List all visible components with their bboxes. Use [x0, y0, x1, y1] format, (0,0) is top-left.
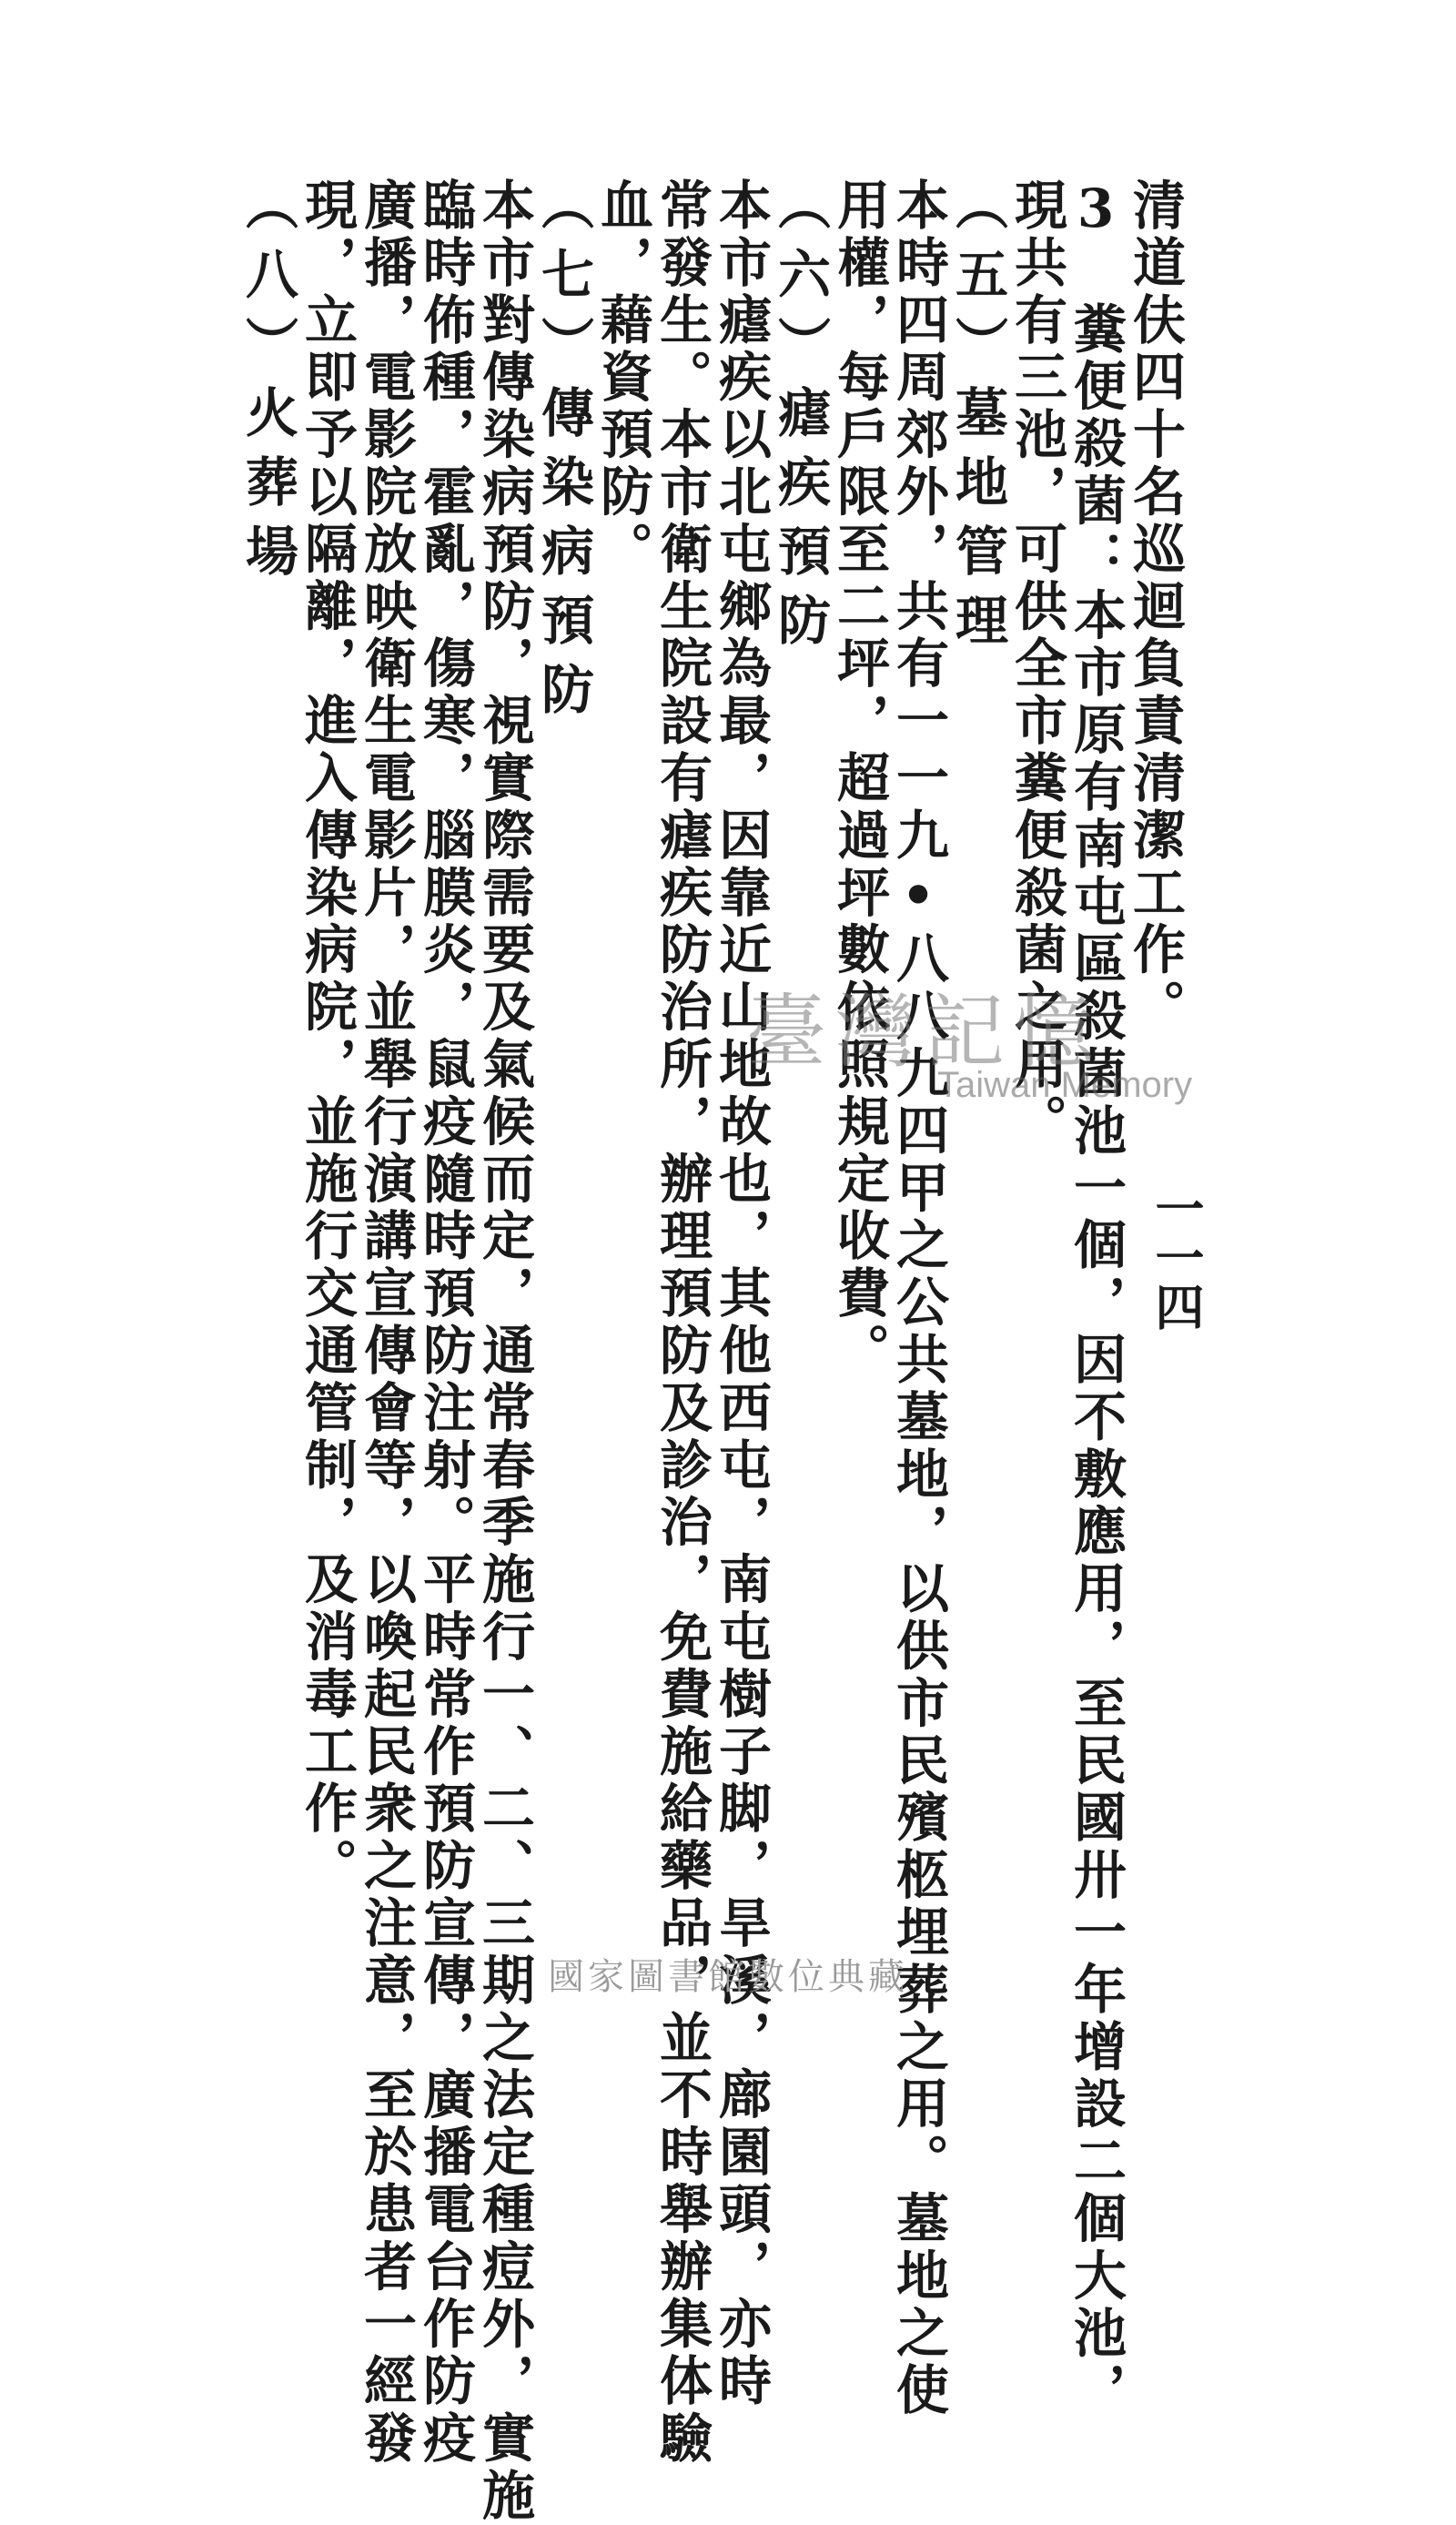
footer-caption: 國家圖書館數位典藏 [548, 1956, 908, 1998]
text-column-8: 本市瘧疾以北屯鄉為最，因靠近山地故也，其他西屯，南屯樹子脚，旱溪，廍園頭，亦時 [710, 177, 772, 2411]
text-column-10: 血，藉資預防。 [592, 177, 653, 579]
watermark [746, 985, 1193, 1106]
section-heading-5: （五）墓地管理 [946, 177, 1008, 662]
section-heading-8: （八）火葬場 [237, 177, 298, 593]
text-column-15: 現，立即予以隔離，進入傳染病院，並施行交通管制，及消毒工作。 [296, 177, 358, 1895]
text-column-1: 清道伕四十名巡迴負責清潔工作。 [1124, 177, 1186, 1037]
watermark-logo: 臺灣記憶 [746, 985, 1104, 1079]
text-column-6: 用權，每戶限至二坪，超過坪數依照規定收費。 [828, 177, 890, 1380]
text-column-12: 本市對傳染病預防，視實際需要及氣候而定，通常春季施行一、二、三期之法定種痘外，實施 [473, 177, 535, 2525]
section-heading-6: （六）瘧疾預防 [769, 177, 831, 662]
text-column-9: 常發生。本市衛生院設有瘧疾防治所，辦理預防及診治，免費施給藥品，並不時舉辦集体驗 [651, 177, 713, 2468]
text-column-3: 現共有三池，可供全市糞便殺菌之用。 [1006, 177, 1067, 1151]
text-column-13: 臨時佈種，霍亂，傷寒，腦膜炎，鼠疫隨時預防注射。平時常作預防宣傳，廣播電台作防疫 [414, 177, 476, 2468]
page-number: 一一四 [1148, 1183, 1206, 1331]
text-column-2: 3 糞便殺菌：本市原有南屯區殺菌池一個，因不敷應用，至民國卅一年增設二個大池， [1065, 177, 1127, 2420]
text-column-5: 本時四周郊外，共有一一九•八八九四甲之公共墓地，以供市民殯柩埋葬之用。墓地之使 [887, 177, 949, 2420]
section-heading-7: （七）傳染病預防 [532, 177, 594, 731]
text-column-14: 廣播，電影院放映衛生電影片，並舉行演講宣傳會等，以喚起民衆之注意，至於患者一經發 [355, 177, 417, 2468]
watermark-english: Taiwan Memory [937, 1065, 1193, 1105]
